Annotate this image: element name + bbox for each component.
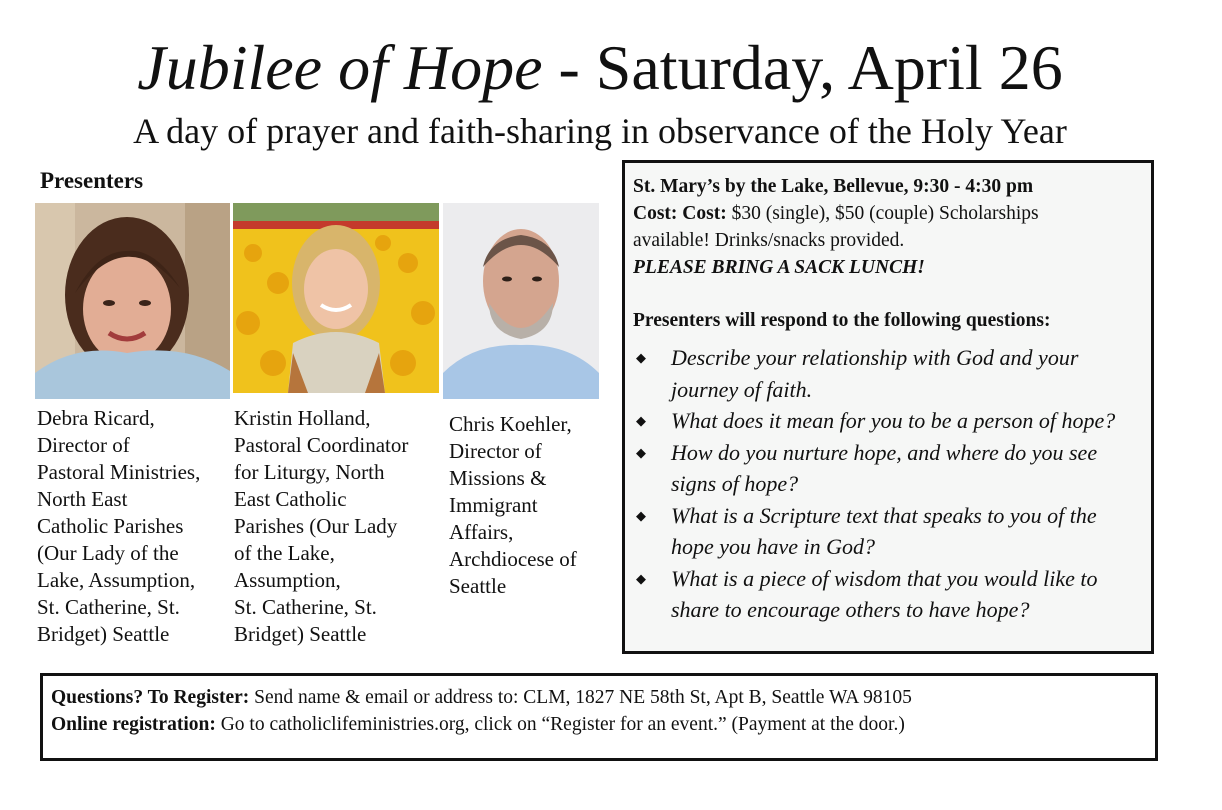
question-text: What does it mean for you to be a person of hope? [671,408,1116,433]
lunch-notice: PLEASE BRING A SACK LUNCH! [633,257,925,278]
list-item [633,405,1141,437]
diamond-bullet-icon: ◆ [636,570,646,586]
online-registration-line [51,711,1155,738]
online-registration-label: Online registration: [51,714,216,735]
list-item [633,563,1141,626]
event-info-box [622,160,1154,654]
presenter-photo-kristin [233,203,439,393]
diamond-bullet-icon: ◆ [636,350,646,365]
cost-line-1: $30 (single), $50 (couple) Scholarships [726,203,1039,224]
registration-box [40,673,1158,761]
questions-heading: Presenters will respond to the following questions: [633,310,1051,331]
presenter-photo-debra [35,203,230,399]
cost-line-2: available! Drinks/snacks provided. [633,230,905,251]
list-item [633,500,1141,563]
presenter-photo-chris [443,203,599,399]
registration-questions-line [51,684,1155,711]
event-location: St. Mary’s by the Lake, Bellevue, 9:30 - 4:30 pm [633,176,1034,197]
title-date: - Saturday, April 26 [542,32,1063,103]
registration-label: Questions? To Register: [51,687,250,708]
page-subtitle: A day of prayer and faith-sharing in observance of the Holy Year [133,111,1067,151]
question-text: What is a Scripture text that speaks to you of the hope you have in God? [671,502,1097,559]
list-item [633,342,1141,405]
presenters-heading: Presenters [40,168,144,193]
diamond-bullet-icon: ◆ [636,507,646,523]
questions-list [633,342,1151,626]
question-text: How do you nurture hope, and where do you see signs of hope? [671,439,1098,496]
presenter-caption-chris: Chris Koehler, Director of Missions & Immigrant Affairs, Archdiocese of Seattle [449,412,577,598]
presenter-caption-kristin: Kristin Holland, Pastoral Coordinator for Liturgy, North East Catholic Parishes (Our Lady of the Lake, Assumption, St. Catherine, St. Bridget) Seattle [234,406,409,646]
registration-text: Send name & email or address to: CLM, 1827 NE 58th St, Apt B, Seattle WA 98105 [249,687,912,708]
presenter-caption-debra: Debra Ricard, Director of Pastoral Ministries, North East Catholic Parishes (Our Lady of the Lake, Assumption, St. Catherine, St. Bridget) Seattle [37,406,201,646]
cost-label: Cost: Cost: [633,203,727,224]
online-registration-text: Go to catholiclifeministries.org, click on “Register for an event.” (Payment at the door.) [215,714,905,735]
diamond-bullet-icon: ◆ [636,444,646,460]
diamond-bullet-icon: ◆ [636,413,646,428]
page-title [0,28,1200,108]
event-cost [633,200,1151,254]
question-text: What is a piece of wisdom that you would like to share to encourage others to have hope? [671,565,1098,622]
list-item [633,437,1141,500]
title-italic: Jubilee of Hope [137,32,543,103]
question-text: Describe your relationship with God and your journey of faith. [671,345,1079,402]
